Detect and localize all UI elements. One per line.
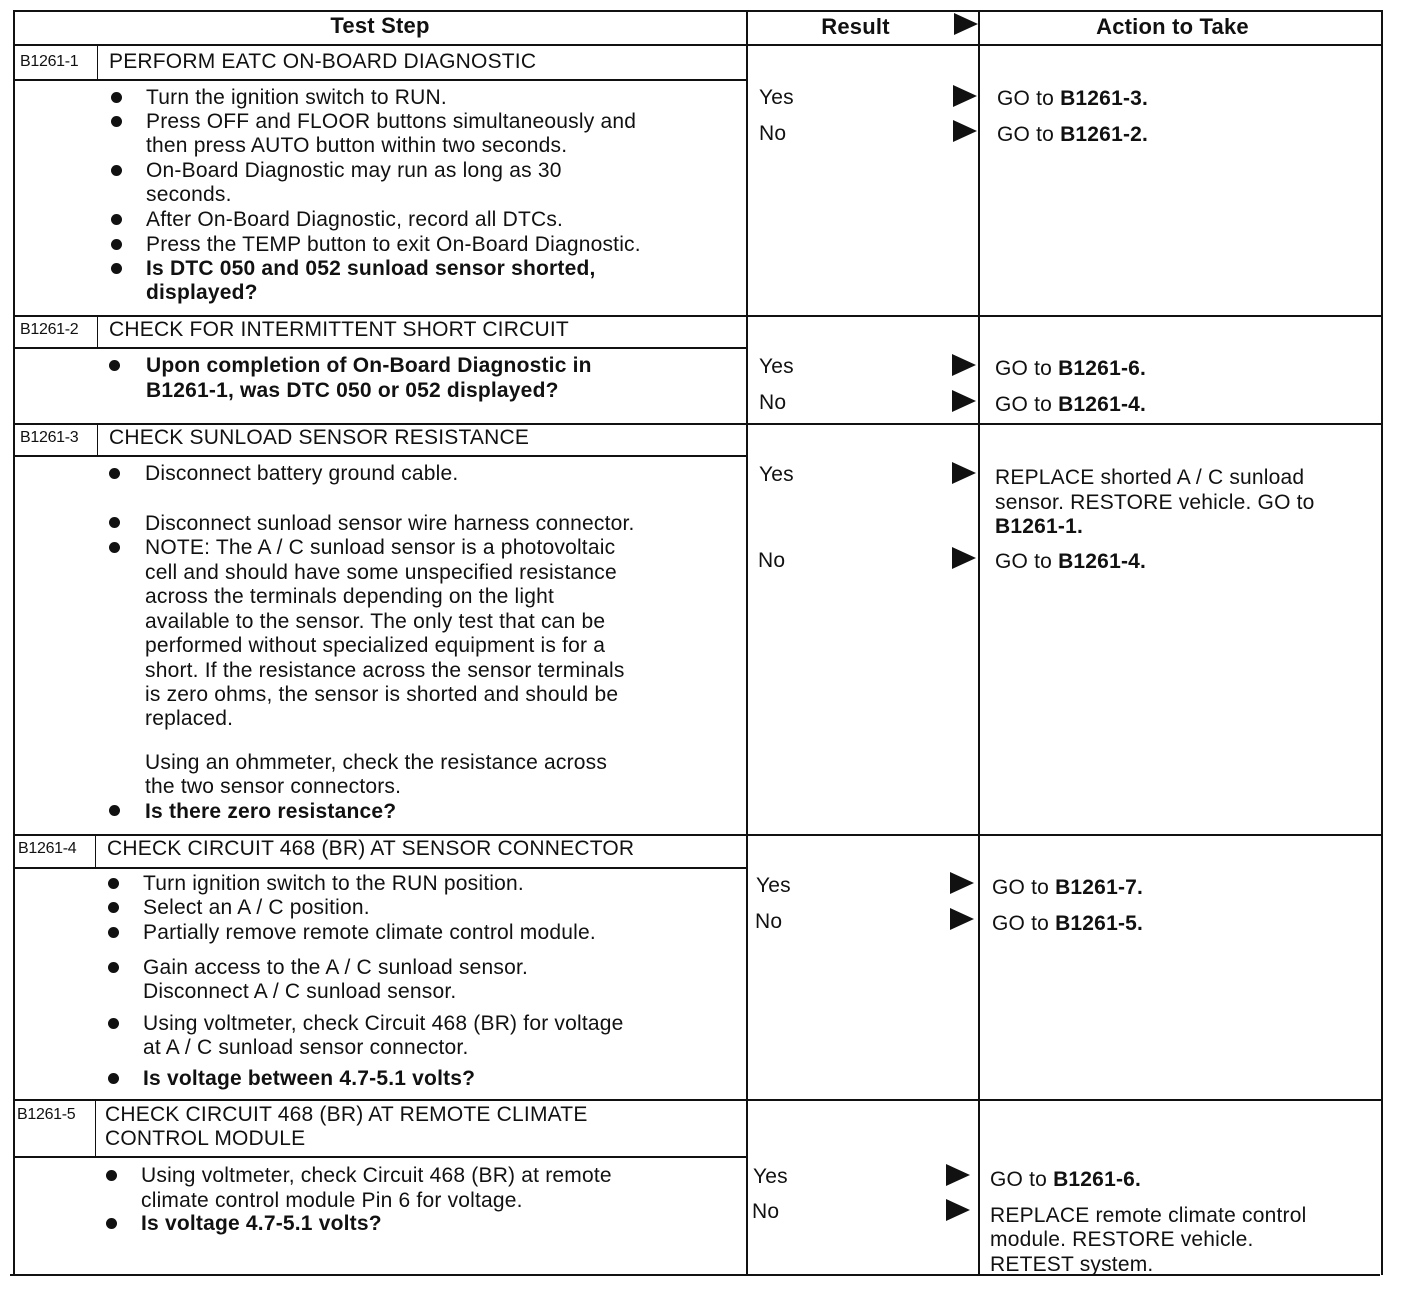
step-title: CHECK CIRCUIT 468 (BR) AT SENSOR CONNECTOR (107, 837, 635, 860)
step-line: at A / C sunload sensor connector. (143, 1036, 469, 1059)
step-line: is zero ohms, the sensor is shorted and should be (145, 683, 619, 706)
bullet-icon (109, 468, 120, 479)
step-code: B1261-3 (20, 429, 79, 446)
arrow-icon (950, 872, 974, 894)
bullet-icon (108, 962, 119, 973)
bullet-icon (106, 1170, 117, 1181)
step-title: CHECK CIRCUIT 468 (BR) AT REMOTE CLIMATE (105, 1103, 588, 1126)
step-line: Partially remove remote climate control module. (143, 921, 596, 944)
arrow-icon (953, 120, 977, 142)
result-no: No (755, 910, 783, 933)
code-cell-divider (97, 424, 98, 456)
arrow-icon (946, 1199, 970, 1221)
step-line: the two sensor connectors. (145, 775, 402, 798)
header-arrow-icon (954, 13, 978, 35)
step-line: Press the TEMP button to exit On-Board Diagnostic. (146, 233, 641, 256)
action-text: GO to B1261-4. (995, 393, 1147, 416)
bullet-icon (109, 517, 120, 528)
arrow-icon (952, 462, 976, 484)
arrow-icon (952, 354, 976, 376)
step-title: PERFORM EATC ON-BOARD DIAGNOSTIC (109, 50, 537, 73)
action-text: GO to B1261-7. (992, 876, 1144, 899)
step-line: cell and should have some unspecified resistance (145, 561, 617, 584)
step-question: Upon completion of On-Board Diagnostic in (146, 354, 592, 377)
step-line: Press OFF and FLOOR buttons simultaneously and (146, 110, 637, 133)
section-divider (14, 423, 1383, 425)
step-line: then press AUTO button within two seconds. (146, 134, 568, 157)
bullet-icon (108, 902, 119, 913)
header-divider (14, 44, 1383, 46)
step-reference: B1261-6. (1058, 357, 1147, 380)
code-cell-divider (95, 835, 96, 868)
result-yes: Yes (753, 1165, 788, 1188)
step-line: NOTE: The A / C sunload sensor is a photovoltaic (145, 536, 616, 559)
bullet-icon (109, 360, 120, 371)
step-question: Is there zero resistance? (145, 800, 397, 823)
title-underline (14, 867, 747, 869)
result-yes: Yes (759, 355, 794, 378)
step-question: Is DTC 050 and 052 sunload sensor shorted, (146, 257, 596, 280)
step-line: Disconnect sunload sensor wire harness connector. (145, 512, 635, 535)
header-action: Action to Take (1096, 14, 1249, 39)
step-code: B1261-5 (17, 1106, 76, 1123)
action-text: module. RESTORE vehicle. (990, 1228, 1254, 1251)
bullet-icon (111, 239, 122, 250)
title-underline (14, 347, 747, 349)
action-text: REPLACE shorted A / C sunload (995, 466, 1305, 489)
section-divider (14, 834, 1383, 836)
action-text: sensor. RESTORE vehicle. GO to (995, 491, 1315, 514)
step-line: Disconnect A / C sunload sensor. (143, 980, 457, 1003)
step-line: Disconnect battery ground cable. (145, 462, 459, 485)
table-border-top (14, 10, 1383, 12)
step-reference: B1261-5. (1055, 912, 1144, 935)
step-line: across the terminals depending on the light (145, 585, 555, 608)
step-line: available to the sensor. The only test that can be (145, 610, 606, 633)
arrow-icon (950, 908, 974, 930)
arrow-icon (952, 390, 976, 412)
bullet-icon (111, 116, 122, 127)
bullet-icon (111, 165, 122, 176)
step-line: Using voltmeter, check Circuit 468 (BR) for voltage (143, 1012, 624, 1035)
step-reference: B1261-1. (995, 515, 1083, 538)
step-line: Select an A / C position. (143, 896, 370, 919)
code-cell-divider (97, 316, 98, 348)
step-line: Using voltmeter, check Circuit 468 (BR) at remote (141, 1164, 612, 1187)
result-no: No (759, 391, 787, 414)
step-line: short. If the resistance across the sensor terminals (145, 659, 625, 682)
step-title: CONTROL MODULE (105, 1127, 306, 1150)
result-no: No (758, 549, 786, 572)
step-reference: B1261-7. (1055, 876, 1144, 899)
section-divider (14, 315, 1383, 317)
arrow-icon (946, 1164, 970, 1186)
table-border-bottom (10, 1274, 1380, 1276)
step-line: replaced. (145, 707, 234, 730)
step-title: CHECK SUNLOAD SENSOR RESISTANCE (109, 426, 530, 449)
result-no: No (752, 1200, 780, 1223)
step-reference: B1261-3. (1060, 87, 1149, 110)
step-question: B1261-1, was DTC 050 or 052 displayed? (146, 379, 559, 402)
step-line: Turn the ignition switch to RUN. (146, 86, 447, 109)
step-code: B1261-1 (20, 53, 79, 70)
arrow-icon (953, 85, 977, 107)
title-underline (14, 79, 747, 81)
step-reference: B1261-2. (1060, 123, 1149, 146)
bullet-icon (108, 927, 119, 938)
action-text: GO to B1261-3. (997, 87, 1149, 110)
action-text: RETEST system. (990, 1253, 1154, 1276)
step-code: B1261-4 (18, 840, 77, 857)
action-text: GO to B1261-2. (997, 123, 1149, 146)
title-underline (14, 455, 747, 457)
code-cell-divider (97, 45, 98, 80)
step-line: Turn ignition switch to the RUN position. (143, 872, 524, 895)
step-question: Is voltage between 4.7-5.1 volts? (143, 1067, 476, 1090)
step-line: Using an ohmmeter, check the resistance across (145, 751, 608, 774)
bullet-icon (108, 1018, 119, 1029)
bullet-icon (108, 1073, 119, 1084)
step-line: performed without specialized equipment is for a (145, 634, 606, 657)
step-title: CHECK FOR INTERMITTENT SHORT CIRCUIT (109, 318, 569, 341)
arrow-icon (952, 547, 976, 569)
bullet-icon (109, 542, 120, 553)
step-line: seconds. (146, 183, 232, 206)
step-question: displayed? (146, 281, 258, 304)
step-code: B1261-2 (20, 321, 79, 338)
result-no: No (759, 122, 787, 145)
step-line: On-Board Diagnostic may run as long as 30 (146, 159, 562, 182)
action-text: GO to B1261-4. (995, 550, 1147, 573)
step-reference: B1261-4. (1058, 550, 1147, 573)
bullet-icon (111, 214, 122, 225)
step-line: After On-Board Diagnostic, record all DTCs. (146, 208, 564, 231)
action-text: REPLACE remote climate control (990, 1204, 1307, 1227)
result-yes: Yes (759, 86, 794, 109)
action-text: GO to B1261-5. (992, 912, 1144, 935)
step-reference: B1261-4. (1058, 393, 1147, 416)
result-yes: Yes (759, 463, 794, 486)
step-reference: B1261-6. (1053, 1168, 1142, 1191)
section-divider (14, 1099, 1383, 1101)
bullet-icon (106, 1218, 117, 1229)
table-border-right (1381, 10, 1383, 1275)
step-question: Is voltage 4.7-5.1 volts? (141, 1212, 382, 1235)
bullet-icon (108, 878, 119, 889)
bullet-icon (111, 263, 122, 274)
action-text: GO to B1261-6. (990, 1168, 1142, 1191)
bullet-icon (111, 92, 122, 103)
column-divider-action (978, 10, 980, 1275)
step-line: Gain access to the A / C sunload sensor. (143, 956, 529, 979)
table-border-left (13, 10, 15, 1275)
column-divider-result (746, 10, 748, 1275)
bullet-icon (109, 805, 120, 816)
title-underline (14, 1156, 747, 1158)
header-test-step: Test Step (330, 13, 430, 38)
action-text: GO to B1261-6. (995, 357, 1147, 380)
header-result: Result (821, 14, 890, 39)
code-cell-divider (95, 1100, 96, 1157)
result-yes: Yes (756, 874, 791, 897)
step-line: climate control module Pin 6 for voltage. (141, 1189, 523, 1212)
